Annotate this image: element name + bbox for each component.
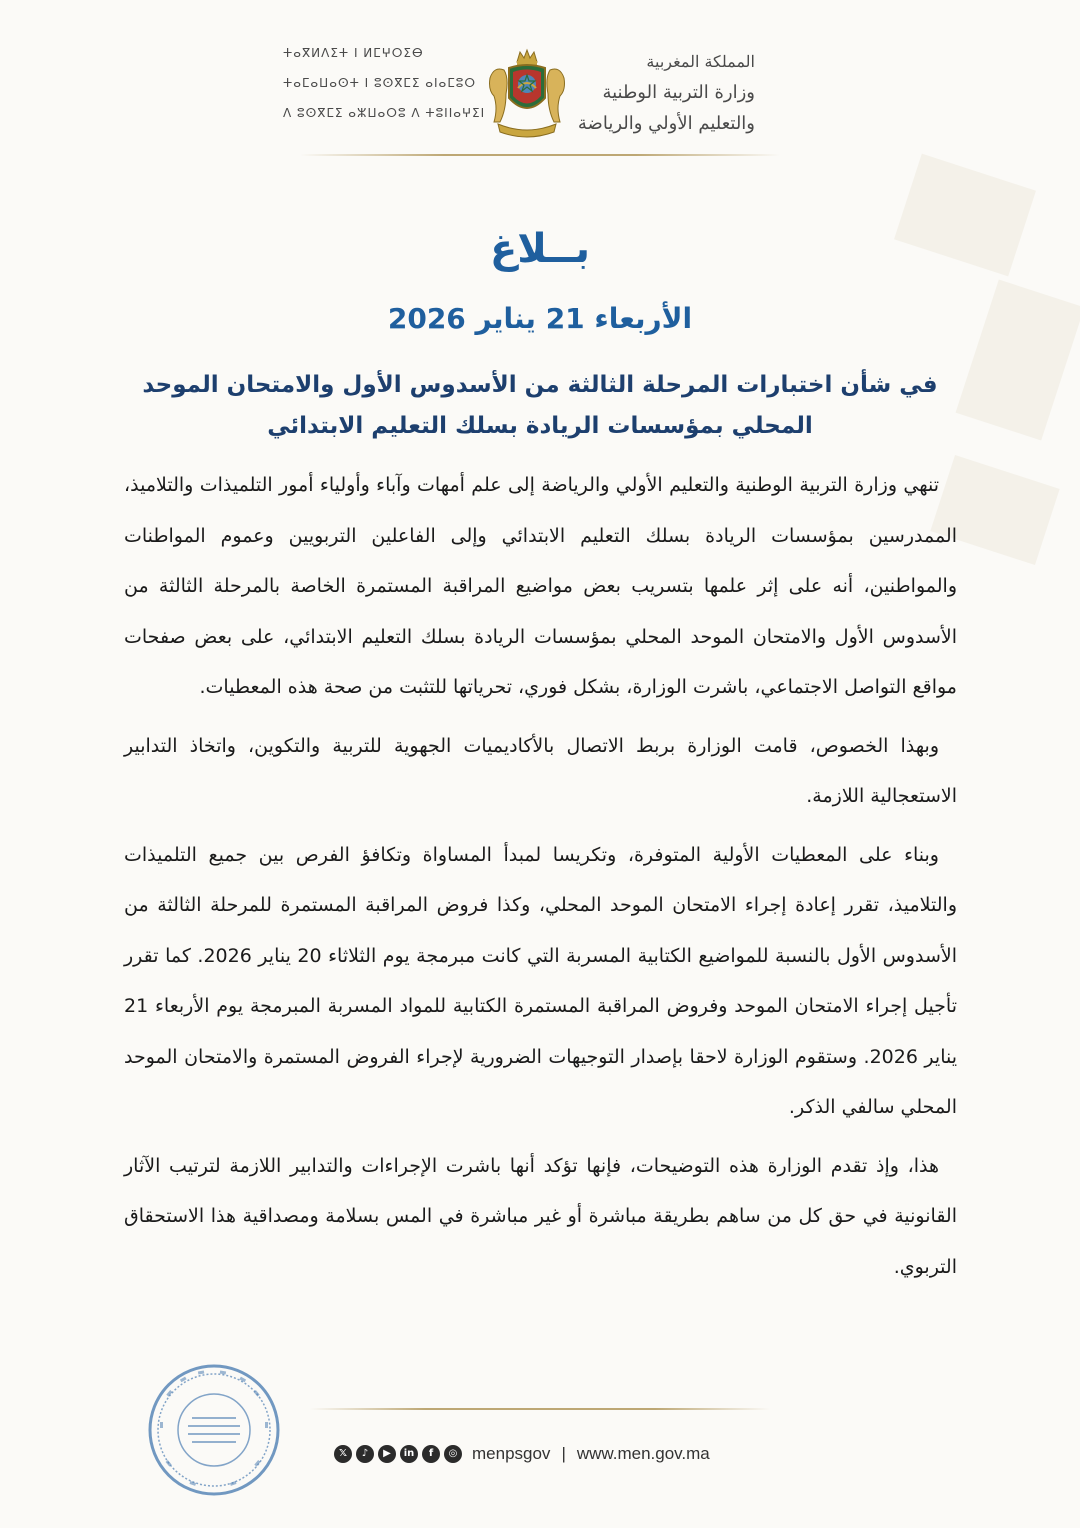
communique-subject — [120, 365, 960, 447]
subject-line: المحلي بمؤسسات الريادة بسلك التعليم الابتدائي — [267, 413, 813, 439]
tifinagh-line: ⴷ ⵓⵙⴳⵎⵉ ⴰⵣⵡⴰⵔⵓ ⴷ ⵜⵓⵏⵏⴰⵖⵉⵏ — [283, 106, 486, 120]
header-tifinagh — [283, 38, 495, 128]
website-link[interactable]: www.men.gov.ma — [576, 1444, 710, 1463]
footer-contact — [334, 1438, 710, 1470]
tiktok-icon[interactable]: ♪ — [356, 1445, 374, 1463]
communique-body — [124, 460, 957, 1292]
communique-date: الأربعاء 21 يناير 2026 — [387, 302, 693, 335]
body-paragraph: هذا، وإذ تقدم الوزارة هذه التوضيحات، فإنها تؤكد أنها باشرت الإجراءات والتدابير اللازمة لترتيب الآثار القانونية في حق كل من ساهم بطريقة مباشرة أو غير مباشرة في المس بسلامة ومصداقية هذا الاستحقاق التربوي. — [124, 1154, 957, 1278]
ministry-name-line1: وزارة التربية الوطنية — [602, 82, 755, 103]
header-arabic — [515, 46, 755, 139]
ministry-name-line2: والتعليم الأولي والرياضة — [577, 113, 755, 134]
official-stamp-icon — [146, 1362, 282, 1498]
instagram-icon[interactable]: ◎ — [444, 1445, 462, 1463]
body-paragraph: تنهي وزارة التربية الوطنية والتعليم الأولي والرياضة إلى علم أمهات وآباء وأولياء أمور التلميذات والتلاميذ، الممدرسين بمؤسسات الريادة بسلك التعليم الابتدائي وإلى الفاعلين التربويين وعموم المواطنات والمواطنين، أنه على إثر علمها بتسريب بعض مواضيع المراقبة المستمرة الخاصة بالمرحلة الثالثة من الأسدوس الأول والامتحان الموحد المحلي بمؤسسات الريادة بسلك التعليم الابتدائي، على بعض صفحات مواقع التواصل الاجتماعي، باشرت الوزارة، بشكل فوري، تحرياتها للتثبت من صحة هذه المعطيات. — [124, 474, 957, 698]
header-divider — [300, 154, 780, 156]
communique-title: بــلاغ — [489, 226, 591, 272]
tifinagh-line: ⵜⴰⵎⴰⵡⴰⵙⵜ ⵏ ⵓⵙⴳⵎⵉ ⴰⵏⴰⵎⵓⵔ — [283, 76, 477, 90]
youtube-icon[interactable]: ▶ — [378, 1445, 396, 1463]
footer-divider — [310, 1408, 770, 1410]
facebook-icon[interactable]: f — [422, 1445, 440, 1463]
social-handle[interactable]: menpsgov — [472, 1444, 551, 1463]
body-paragraph: وبناء على المعطيات الأولية المتوفرة، وتكريسا لمبدأ المساواة وتكافؤ الفرص بين جميع التلميذات والتلاميذ، تقرر إعادة إجراء الامتحان الموحد المحلي، وكذا فروض المراقبة المستمرة للمرحلة الثالثة من الأسدوس الأول بالنسبة للمواضيع الكتابية المسربة التي كانت مبرمجة يوم الثلاثاء 20 يناير 2026. كما تقرر تأجيل إجراء الامتحان الموحد وفروض المراقبة المستمرة الكتابية للمواد المسربة المبرمجة يوم الأربعاء 21 يناير 2026. وستقوم الوزارة لاحقا بإصدار التوجيهات الضرورية لإجراء الفروض المستمرة والامتحان الموحد المحلي سالفي الذكر. — [124, 843, 958, 1118]
tifinagh-line: ⵜⴰⴳⵍⴷⵉⵜ ⵏ ⵍⵎⵖⵔⵉⴱ — [283, 46, 424, 60]
x-icon[interactable]: 𝕏 — [334, 1445, 352, 1463]
subject-line: في شأن اختبارات المرحلة الثالثة من الأسدوس الأول والامتحان الموحد — [142, 372, 938, 398]
linkedin-icon[interactable]: in — [400, 1445, 418, 1463]
footer-separator: | — [561, 1444, 566, 1463]
body-paragraph: وبهذا الخصوص، قامت الوزارة بربط الاتصال بالأكاديميات الجهوية للتربية والتكوين، واتخاذ التدابير الاستعجالية اللازمة. — [124, 734, 957, 807]
kingdom-name: المملكة المغربية — [646, 52, 755, 71]
